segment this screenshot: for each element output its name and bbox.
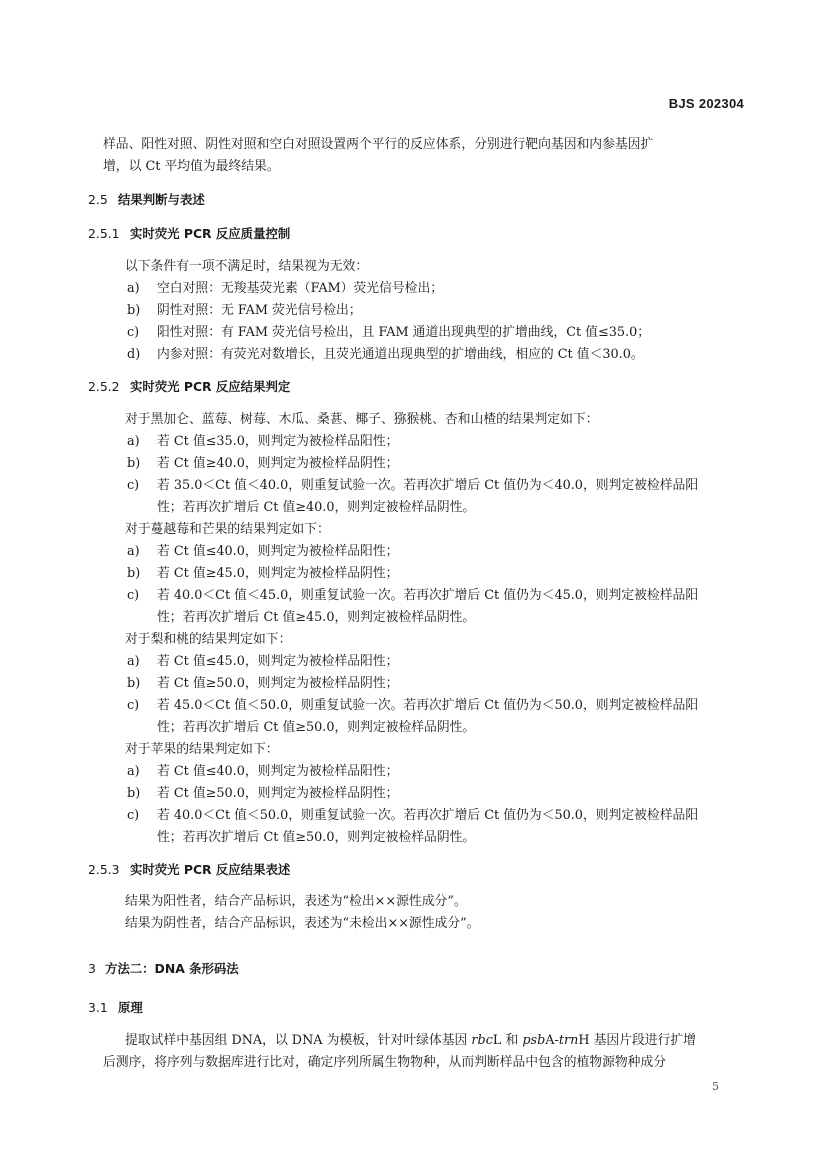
- list-item: b) 阴性对照：无 FAM 荧光信号检出；: [127, 303, 362, 318]
- list-item: a) 若 Ct 值≤35.0，则判定为被检样品阳性；: [127, 434, 399, 449]
- section-title: 结果判断与表述: [118, 192, 205, 207]
- page-number: 5: [712, 1080, 719, 1093]
- section-title: 实时荧光 PCR 反应质量控制: [130, 226, 291, 241]
- section-number: 3: [88, 961, 96, 976]
- section-number: 2.5.3: [88, 862, 120, 877]
- intro-line-1: 样品、阳性对照、阴性对照和空白对照设置两个平行的反应体系，分别进行靶向基因和内参基因扩: [103, 137, 654, 152]
- section-3-1-heading: [88, 997, 143, 1019]
- list-item: a) 空白对照：无羧基荧光素（FAM）荧光信号检出；: [127, 281, 444, 296]
- section-title: 实时荧光 PCR 反应结果判定: [130, 379, 291, 394]
- qc-intro: 以下条件有一项不满足时，结果视为无效：: [125, 259, 369, 274]
- principle-line-1: 提取试样中基因组 DNA，以 DNA 为模板，针对叶绿体基因 rbcL 和 psbA-trnH 基因片段进行扩增: [125, 1033, 696, 1048]
- section-title: 原理: [118, 1000, 143, 1015]
- section-title: 实时荧光 PCR 反应结果表述: [130, 862, 291, 877]
- group-intro: 对于苹果的结果判定如下：: [125, 742, 279, 757]
- list-item: d) 内参对照：有荧光对数增长，且荧光通道出现典型的扩增曲线，相应的 Ct 值＜30.0。: [127, 347, 644, 362]
- section-number: 3.1: [88, 1000, 108, 1015]
- section-2-5-3-heading: [88, 859, 290, 881]
- list-item: b) 若 Ct 值≥50.0，则判定为被检样品阴性；: [127, 676, 399, 691]
- section-2-5-heading: [88, 189, 205, 211]
- list-item: b) 若 Ct 值≥40.0，则判定为被检样品阴性；: [127, 456, 399, 471]
- group-intro: 对于梨和桃的结果判定如下：: [125, 632, 292, 647]
- group-intro: 对于蔓越莓和芒果的结果判定如下：: [125, 522, 330, 537]
- list-item-continuation: 性；若再次扩增后 Ct 值≥50.0，则判定被检样品阴性。: [157, 720, 476, 735]
- list-item: b) 若 Ct 值≥45.0，则判定为被检样品阴性；: [127, 566, 399, 581]
- section-3-heading: [88, 958, 239, 980]
- standard-number: BJS 202304: [668, 96, 744, 111]
- negative-expression: 结果为阴性者，结合产品标识，表述为“未检出××源性成分”。: [125, 916, 480, 931]
- list-item: c) 若 40.0＜Ct 值＜45.0，则重复试验一次。若再次扩增后 Ct 值仍为＜45.0，则判定被检样品阳: [127, 588, 699, 603]
- section-2-5-2-heading: [88, 376, 290, 398]
- list-item: c) 若 45.0＜Ct 值＜50.0，则重复试验一次。若再次扩增后 Ct 值仍为＜50.0，则判定被检样品阳: [127, 698, 699, 713]
- section-2-5-1-heading: [88, 223, 290, 245]
- section-number: 2.5: [88, 192, 108, 207]
- list-item-continuation: 性；若再次扩增后 Ct 值≥40.0，则判定被检样品阴性。: [157, 500, 476, 515]
- list-item-continuation: 性；若再次扩增后 Ct 值≥45.0，则判定被检样品阴性。: [157, 610, 476, 625]
- list-item: c) 若 35.0＜Ct 值＜40.0，则重复试验一次。若再次扩增后 Ct 值仍为＜40.0，则判定被检样品阳: [127, 478, 699, 493]
- section-number: 2.5.1: [88, 226, 120, 241]
- positive-expression: 结果为阳性者，结合产品标识，表述为“检出××源性成分”。: [125, 894, 467, 909]
- principle-line-2: 后测序，将序列与数据库进行比对，确定序列所属生物物种，从而判断样品中包含的植物源物种成分: [103, 1055, 667, 1070]
- list-item-continuation: 性；若再次扩增后 Ct 值≥50.0，则判定被检样品阴性。: [157, 830, 476, 845]
- list-item: c) 若 40.0＜Ct 值＜50.0，则重复试验一次。若再次扩增后 Ct 值仍为＜50.0，则判定被检样品阳: [127, 808, 699, 823]
- section-number: 2.5.2: [88, 379, 120, 394]
- section-title: 方法二：DNA 条形码法: [105, 961, 239, 976]
- list-item: a) 若 Ct 值≤40.0，则判定为被检样品阳性；: [127, 764, 399, 779]
- group-intro: 对于黑加仑、蓝莓、树莓、木瓜、桑葚、椰子、猕猴桃、杏和山楂的结果判定如下：: [125, 412, 599, 427]
- list-item: c) 阳性对照：有 FAM 荧光信号检出，且 FAM 通道出现典型的扩增曲线，Ct 值≤35.0；: [127, 325, 651, 340]
- list-item: a) 若 Ct 值≤40.0，则判定为被检样品阳性；: [127, 544, 399, 559]
- list-item: a) 若 Ct 值≤45.0，则判定为被检样品阳性；: [127, 654, 399, 669]
- list-item: b) 若 Ct 值≥50.0，则判定为被检样品阴性；: [127, 786, 399, 801]
- intro-line-2: 增，以 Ct 平均值为最终结果。: [103, 159, 280, 174]
